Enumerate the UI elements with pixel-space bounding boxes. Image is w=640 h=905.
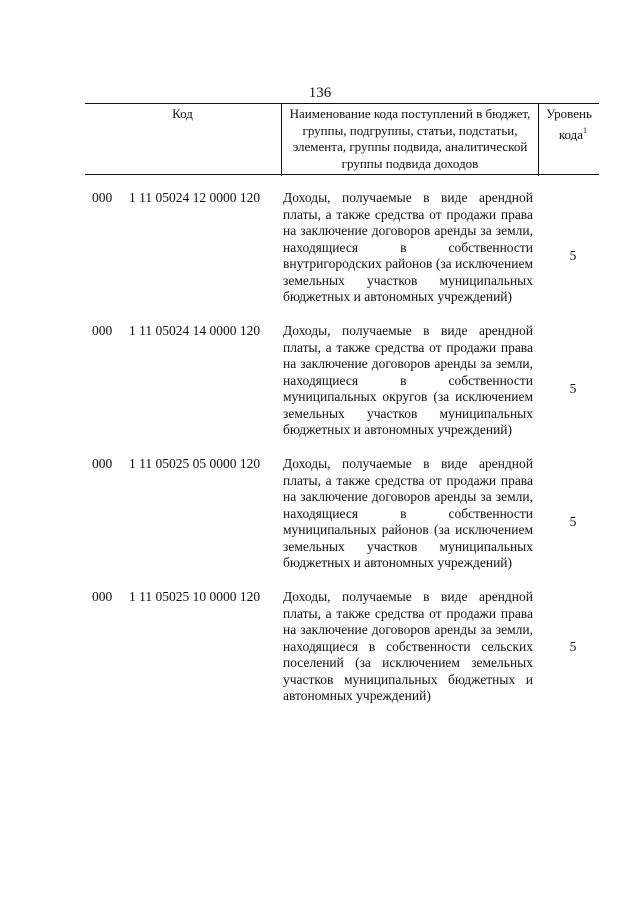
row-code: 1 11 05024 14 0000 120 [129, 323, 261, 338]
row-prefix: 000 [92, 456, 113, 471]
table-header [85, 103, 599, 175]
row-level: 5 [569, 514, 577, 529]
row-name: Доходы, получаемые в виде арендной платы, а также средства от продажи права на заключение договоров аренды за земли, находящиеся в собственности муниципальных районов (за исключением земельных участков муниципальных бюджетных и автономных учреждений) [283, 456, 533, 570]
row-code: 1 11 05024 12 0000 120 [129, 190, 261, 205]
row-code: 1 11 05025 05 0000 120 [129, 456, 261, 471]
page-number: 136 [308, 85, 332, 101]
row-level: 5 [569, 381, 577, 396]
row-level: 5 [569, 248, 577, 263]
row-name: Доходы, получаемые в виде арендной платы, а также средства от продажи права на заключение договоров аренды за земли, находящиеся в собственности внутригородских районов (за исключением земельных участков муниципальных бюджетных и автономных учреждений) [283, 190, 533, 304]
header-level [539, 104, 599, 176]
header-level-line1: Уровень [546, 106, 592, 121]
row-prefix: 000 [92, 589, 113, 604]
header-level-footnote: 1 [583, 125, 587, 135]
row-prefix: 000 [92, 323, 113, 338]
header-name: Наименование кода поступлений в бюджет, группы, подгруппы, статьи, подстатьи, элемента, группы подвида, аналитической группы подвида доходов [281, 104, 539, 176]
header-code: Код [172, 106, 193, 121]
row-level: 5 [569, 639, 577, 654]
row-name: Доходы, получаемые в виде арендной платы, а также средства от продажи права на заключение договоров аренды за земли, находящиеся в собственности сельских поселений (за исключением земельных участков муниципальных бюджетных и автономных учреждений) [283, 589, 533, 703]
header-level-line2: кода [558, 126, 583, 142]
header-level-line2-wrap [539, 123, 599, 144]
row-prefix: 000 [92, 190, 113, 205]
row-code: 1 11 05025 10 0000 120 [129, 589, 261, 604]
row-name: Доходы, получаемые в виде арендной платы, а также средства от продажи права на заключение договоров аренды за земли, находящиеся в собственности муниципальных округов (за исключением земельных участков муниципальных бюджетных и автономных учреждений) [283, 323, 533, 437]
